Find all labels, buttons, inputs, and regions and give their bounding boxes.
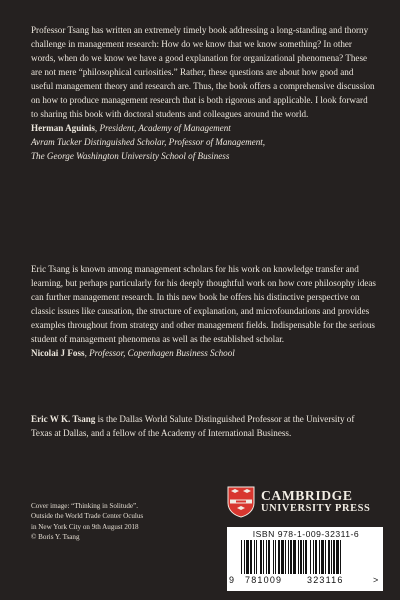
cover-credit-line: in New York City on 9th August 2018	[31, 522, 139, 531]
barcode-bar	[246, 540, 249, 574]
reviewer-name: Nicolai J Foss	[31, 348, 85, 359]
barcode-bar	[325, 540, 326, 574]
barcode-bar	[244, 540, 245, 574]
barcode-bar	[290, 540, 292, 574]
barcode-bar	[293, 540, 296, 574]
barcode-bar	[268, 540, 270, 574]
barcode-bar	[288, 540, 289, 574]
cover-credit-line: Cover image: “Thinking in Solitude”.	[31, 502, 138, 510]
barcode-bar	[300, 540, 302, 574]
barcode-end-mark: >	[373, 575, 379, 585]
barcode-bar	[241, 540, 242, 574]
reviewer-title: , Professor, Copenhagen Business School	[84, 348, 235, 359]
review-attribution	[31, 121, 376, 135]
barcode-bar	[321, 540, 324, 574]
barcode-bar	[333, 540, 335, 574]
barcode-first-digit: 9	[229, 575, 235, 585]
publisher-name	[261, 489, 370, 515]
barcode-bar	[315, 540, 317, 574]
barcode-bar	[313, 540, 314, 574]
author-bio-text	[31, 412, 376, 440]
publisher-logo	[227, 483, 383, 521]
barcode-bar	[263, 540, 264, 574]
barcode-bar	[319, 540, 320, 574]
barcode-right-digits: 323116	[307, 575, 344, 585]
barcode-bar	[278, 540, 280, 574]
barcode-bar	[328, 540, 330, 574]
barcode-bar	[281, 540, 284, 574]
barcode-bar	[275, 540, 276, 574]
author-bio-body: is the Dallas World Salute Distinguished Professor at the University of Texas at Dallas, and a fellow of the Academy of International Business.	[31, 414, 355, 439]
isbn-barcode	[227, 527, 383, 591]
reviewer-name: Herman Aguinis	[31, 123, 95, 134]
barcode-bars	[241, 540, 371, 574]
cover-credit-line: © Boris Y. Tsang	[31, 533, 80, 542]
barcode-bar	[260, 540, 262, 574]
barcode-bar	[310, 540, 311, 574]
barcode-bar	[266, 540, 267, 574]
barcode-bar	[305, 540, 307, 574]
cover-credit-line: Outside the World Trade Center Oculus	[31, 512, 144, 521]
barcode-bar	[303, 540, 304, 574]
cover-image-credit	[31, 501, 211, 543]
reviewer-title-line3: The George Washington University School of Business	[31, 151, 230, 162]
author-name: Eric W K. Tsang	[31, 414, 96, 424]
review-foss	[31, 262, 376, 360]
barcode-left-digits: 781009	[245, 575, 283, 585]
review-text: Professor Tsang has written an extremely timely book addressing a long-standing and thorny challenge in management research: How do we know that we know something? In other words, when do we know we have a good explanation for organizational phenomena? These are not mere “philosophical curiosities.” Rather, these questions are about how good and useful management theory and research are. Thus, the book offers a comprehensive discussion on how to produce management research that is both rigorous and applicable. I look forward to sharing this book with doctoral students and colleagues around the world.	[31, 25, 375, 120]
review-aguinis	[31, 23, 376, 163]
review-attribution	[31, 346, 376, 360]
barcode-bar	[285, 540, 286, 574]
reviewer-title: , President, Academy of Management	[94, 123, 231, 134]
barcode-bar	[254, 540, 255, 574]
review-text: Eric Tsang is known among management scholars for his work on knowledge transfer and learning, but perhaps particularly for his deeply thoughtful work on how core philosophy ideas can further management research. In this new book he offers his distinctive perspective on classic issues like causation, the structure of explanation, and microfoundations and provides examples throughout from strategy and other management fields. Indispensable for the serious student of management phenomena as well as the established scholar.	[31, 264, 376, 345]
author-bio	[31, 412, 376, 440]
barcode-bar	[340, 540, 341, 574]
barcode-bar	[336, 540, 339, 574]
reviewer-title-line2: Avram Tucker Distinguished Scholar, Professor of Management,	[31, 137, 266, 148]
barcode-bar	[256, 540, 257, 574]
cambridge-shield-icon	[227, 486, 255, 518]
publisher-name-line1: CAMBRIDGE	[261, 488, 353, 503]
barcode-bar	[273, 540, 274, 574]
isbn-label: ISBN 978-1-009-32311-6	[252, 529, 360, 539]
barcode-bar	[298, 540, 299, 574]
barcode-bar	[331, 540, 332, 574]
publisher-name-line2: UNIVERSITY PRESS	[261, 503, 371, 514]
barcode-bar	[250, 540, 252, 574]
